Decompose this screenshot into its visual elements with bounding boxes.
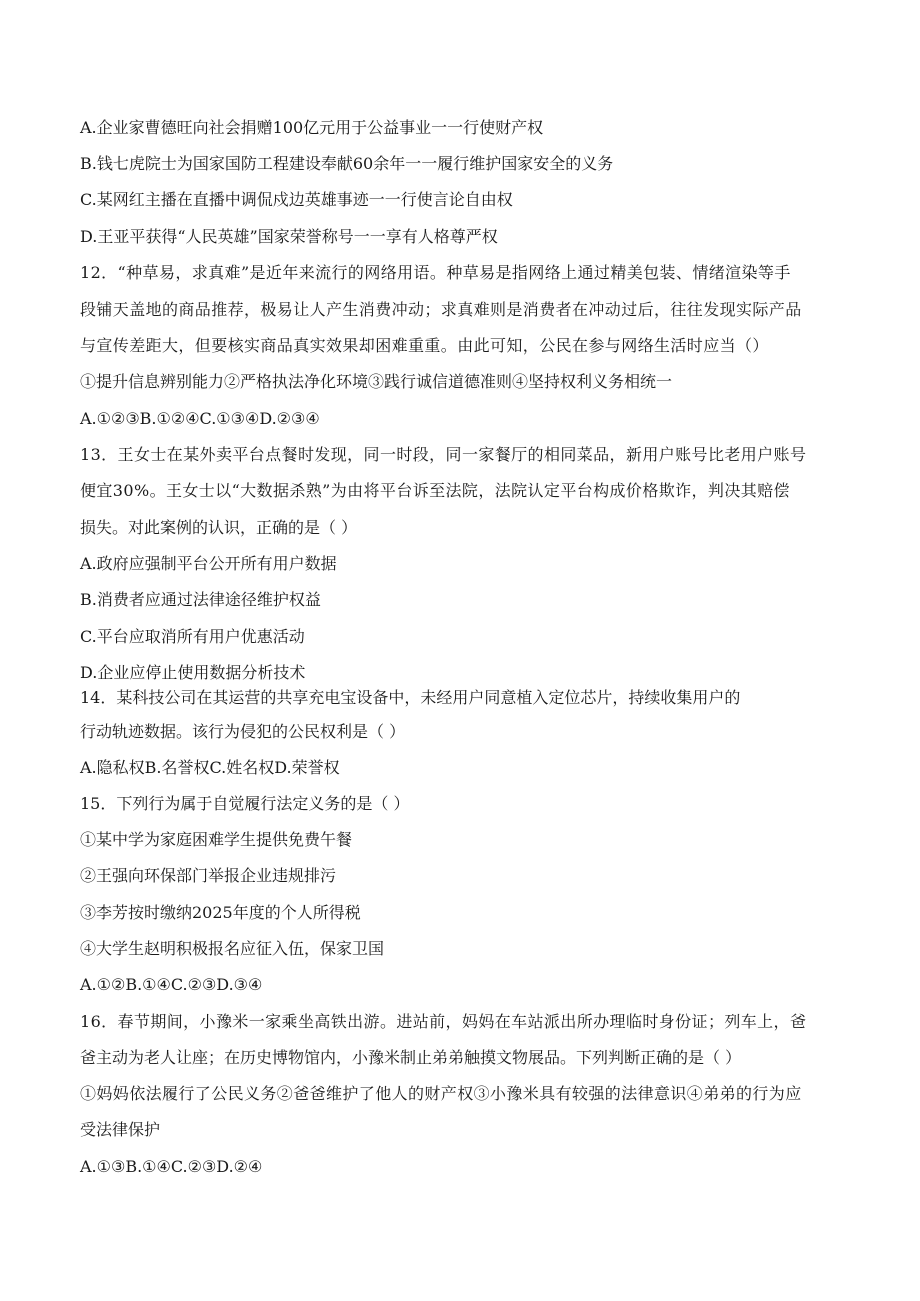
q16-statements-line-2: 受法律保护 <box>80 1120 161 1139</box>
q11-option-a: A.企业家曹德旺向社会捐赠100亿元用于公益事业一一行使财产权 <box>80 118 544 137</box>
q15-statement-2: ②王强向环保部门举报企业违规排污 <box>80 866 337 885</box>
q13-option-d: D.企业应停止使用数据分析技术 <box>80 663 306 682</box>
q16-stem-line-1: 16．春节期间，小豫米一家乘坐高铁出游。进站前，妈妈在车站派出所办理临时身份证；列车上，爸 <box>80 1012 807 1031</box>
q13-option-c: C.平台应取消所有用户优惠活动 <box>80 627 305 646</box>
q14-stem-line-1: 14．某科技公司在其运营的共享充电宝设备中，未经用户同意植入定位芯片，持续收集用户的 <box>80 688 741 707</box>
q11-option-b: B.钱七虎院士为国家国防工程建设奉献60余年一一履行维护国家安全的义务 <box>80 154 614 173</box>
q13-option-a: A.政府应强制平台公开所有用户数据 <box>80 554 337 573</box>
q15-statement-3: ③李芳按时缴纳2025年度的个人所得税 <box>80 903 361 922</box>
q13-option-b: B.消费者应通过法律途径维护权益 <box>80 590 321 609</box>
q16-stem-line-2: 爸主动为老人让座；在历史博物馆内，小豫米制止弟弟触摸文物展品。下列判断正确的是（ ） <box>80 1048 742 1067</box>
q13-stem-line-1: 13．王女士在某外卖平台点餐时发现，同一时段，同一家餐厅的相同菜品，新用户账号比老用户账号 <box>80 445 807 464</box>
q12-stem-line-1: 12．“种草易，求真难”是近年来流行的网络用语。种草易是指网络上通过精美包装、情绪渲染等手 <box>80 263 791 282</box>
q14-options: A.隐私权B.名誉权C.姓名权D.荣誉权 <box>80 758 340 777</box>
q13-stem-line-2: 便宜30%。王女士以“大数据杀熟”为由将平台诉至法院，法院认定平台构成价格欺诈，判决其赔偿 <box>80 481 790 500</box>
q15-options: A.①②B.①④C.②③D.③④ <box>80 975 263 994</box>
q11-option-c: C.某网红主播在直播中调侃戍边英雄事迹一一行使言论自由权 <box>80 190 513 209</box>
q12-stem-line-3: 与宣传差距大，但要核实商品真实效果却困难重重。由此可知，公民在参与网络生活时应当（） <box>80 336 769 355</box>
q15-statement-1: ①某中学为家庭困难学生提供免费午餐 <box>80 830 353 849</box>
q15-stem: 15．下列行为属于自觉履行法定义务的是（ ） <box>80 794 410 813</box>
q14-stem-line-2: 行动轨迹数据。该行为侵犯的公民权利是（ ） <box>80 722 406 741</box>
q13-stem-line-3: 损失。对此案例的认识，正确的是（ ） <box>80 518 358 537</box>
q16-statements-line-1: ①妈妈依法履行了公民义务②爸爸维护了他人的财产权③小豫米具有较强的法律意识④弟弟的行为应 <box>80 1084 802 1103</box>
q15-statement-4: ④大学生赵明积极报名应征入伍，保家卫国 <box>80 939 385 958</box>
q12-stem-line-2: 段铺天盖地的商品推荐，极易让人产生消费冲动；求真难则是消费者在冲动过后，往往发现实际产品 <box>80 300 802 319</box>
q11-option-d: D.王亚平获得“人民英雄”国家荣誉称号一一享有人格尊严权 <box>80 227 498 246</box>
q12-statements: ①提升信息辨别能力②严格执法净化环境③践行诚信道德准则④坚持权利义务相统一 <box>80 372 673 391</box>
q12-options: A.①②③B.①②④C.①③④D.②③④ <box>80 409 320 428</box>
q16-options: A.①③B.①④C.②③D.②④ <box>80 1157 263 1176</box>
